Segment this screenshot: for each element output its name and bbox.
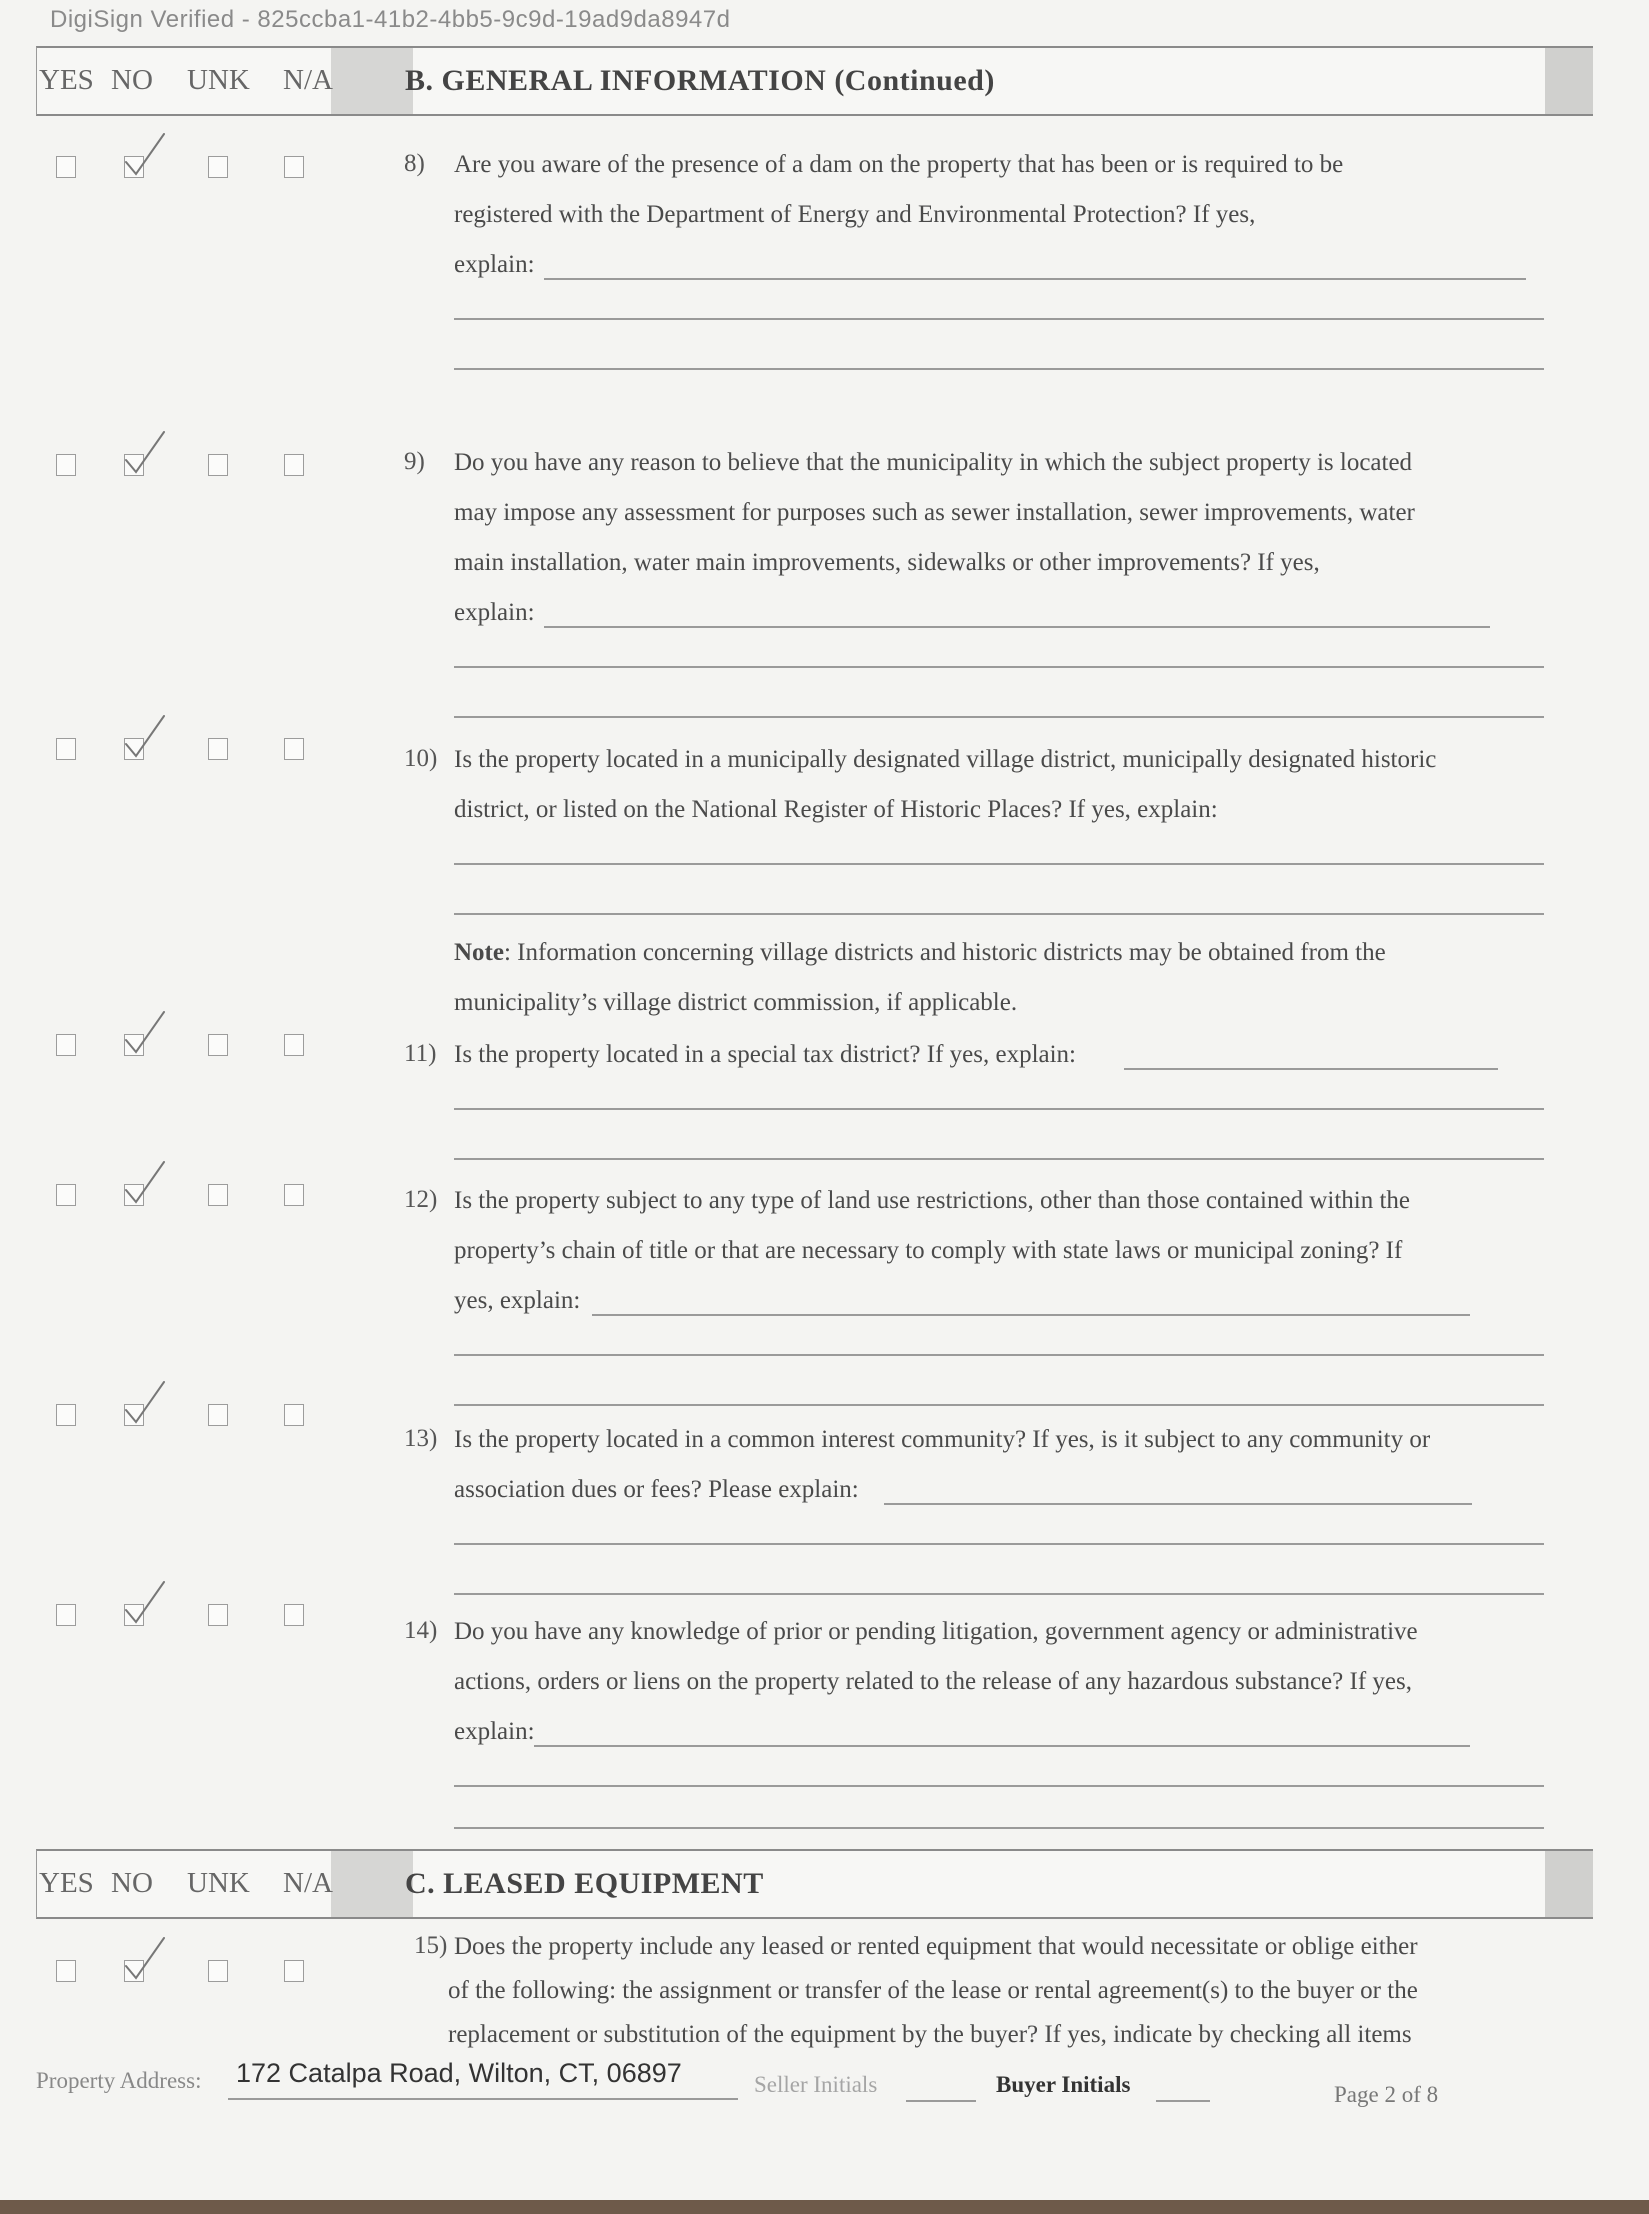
question-text-line: Is the property located in a common interest community? If yes, is it subject to any community or xyxy=(454,1426,1431,1453)
question-number: 15) xyxy=(414,1932,448,1959)
note-label: Note xyxy=(454,939,504,966)
checkbox-unk[interactable] xyxy=(208,1960,228,1982)
check-mark-icon xyxy=(122,130,168,176)
buyer-initials-label: Buyer Initials xyxy=(996,2072,1131,2097)
explain-field[interactable] xyxy=(592,1314,1470,1316)
question-text-line: main installation, water main improvements, sidewalks or other improvements? If yes, xyxy=(454,549,1320,576)
checkbox-unk[interactable] xyxy=(208,1034,228,1056)
question-text-line: Do you have any knowledge of prior or pending litigation, government agency or administrative xyxy=(454,1618,1418,1645)
question-text-line: explain: xyxy=(454,599,535,626)
check-mark-icon xyxy=(122,428,168,474)
checkbox-na[interactable] xyxy=(284,1960,304,1982)
answer-column-headers xyxy=(37,64,367,97)
question-text-line: association dues or fees? Please explain: xyxy=(454,1476,859,1503)
digisign-verification: DigiSign Verified - 825ccba1-41b2-4bb5-9c9d-19ad9da8947d xyxy=(50,6,731,33)
question-number: 10) xyxy=(404,745,438,772)
question-number: 8) xyxy=(404,150,425,177)
checkbox-yes[interactable] xyxy=(56,1184,76,1206)
explain-line[interactable] xyxy=(454,1543,1544,1545)
col-no: NO xyxy=(111,1867,153,1899)
question-text-line: district, or listed on the National Register of Historic Places? If yes, explain: xyxy=(454,796,1218,823)
checkbox-na[interactable] xyxy=(284,1184,304,1206)
question-text-line: Is the property located in a special tax district? If yes, explain: xyxy=(454,1041,1076,1068)
check-mark-icon xyxy=(122,1578,168,1624)
section-c-header xyxy=(36,1849,1593,1919)
section-c-title: C. LEASED EQUIPMENT xyxy=(405,1867,764,1900)
page-bottom-edge xyxy=(0,2200,1649,2214)
question-text-line: Are you aware of the presence of a dam on the property that has been or is required to be xyxy=(454,151,1344,178)
question-text-line: Do you have any reason to believe that the municipality in which the subject property is located xyxy=(454,449,1413,476)
buyer-initials-field[interactable] xyxy=(1156,2100,1210,2102)
question-text-line: of the following: the assignment or transfer of the lease or rental agreement(s) to the buyer or the xyxy=(448,1977,1418,2004)
question-text-line: property’s chain of title or that are necessary to comply with state laws or municipal zoning? If xyxy=(454,1237,1403,1264)
question-text-line: Does the property include any leased or rented equipment that would necessitate or oblige either xyxy=(454,1933,1418,1960)
checkbox-yes[interactable] xyxy=(56,738,76,760)
question-number: 12) xyxy=(404,1186,438,1213)
col-unk: UNK xyxy=(187,1867,250,1899)
property-address[interactable]: 172 Catalpa Road, Wilton, CT, 06897 xyxy=(236,2058,682,2088)
section-b-header xyxy=(36,46,1593,116)
check-mark-icon xyxy=(122,1158,168,1204)
question-text-line: replacement or substitution of the equipment by the buyer? If yes, indicate by checking all items xyxy=(448,2021,1412,2048)
explain-line[interactable] xyxy=(454,863,1544,865)
address-underline xyxy=(228,2098,738,2100)
question-number: 14) xyxy=(404,1617,438,1644)
col-na: N/A xyxy=(283,64,333,96)
col-na: N/A xyxy=(283,1867,333,1899)
checkbox-na[interactable] xyxy=(284,1034,304,1056)
question-text-line: explain: xyxy=(454,251,535,278)
checkbox-yes[interactable] xyxy=(56,156,76,178)
col-yes: YES xyxy=(39,64,94,96)
explain-line[interactable] xyxy=(454,1354,1544,1356)
explain-field[interactable] xyxy=(534,1745,1470,1747)
checkbox-na[interactable] xyxy=(284,1404,304,1426)
note-text: : Information concerning village districts and historic districts may be obtained from the xyxy=(503,939,1386,966)
checkbox-unk[interactable] xyxy=(208,1404,228,1426)
checkbox-yes[interactable] xyxy=(56,1604,76,1626)
question-text-line: Is the property subject to any type of land use restrictions, other than those contained within the xyxy=(454,1187,1411,1214)
explain-field[interactable] xyxy=(1124,1068,1498,1070)
page-number: Page 2 of 8 xyxy=(1334,2082,1439,2107)
explain-line[interactable] xyxy=(454,1785,1544,1787)
checkbox-unk[interactable] xyxy=(208,1604,228,1626)
answer-column-headers xyxy=(37,1867,367,1900)
question-text-line: may impose any assessment for purposes such as sewer installation, sewer improvements, water xyxy=(454,499,1415,526)
question-text-line: registered with the Department of Energy and Environmental Protection? If yes, xyxy=(454,201,1256,228)
explain-field[interactable] xyxy=(544,626,1490,628)
explain-line[interactable] xyxy=(454,1827,1544,1829)
checkbox-unk[interactable] xyxy=(208,156,228,178)
header-shade-right xyxy=(1545,1851,1593,1917)
question-text-line: Is the property located in a municipally designated village district, municipally designated historic xyxy=(454,746,1437,773)
question-number: 9) xyxy=(404,448,425,475)
checkbox-na[interactable] xyxy=(284,738,304,760)
section-b-title: B. GENERAL INFORMATION (Continued) xyxy=(405,64,995,97)
col-unk: UNK xyxy=(187,64,250,96)
note-line-2: municipality’s village district commission, if applicable. xyxy=(454,989,1018,1016)
checkbox-yes[interactable] xyxy=(56,1960,76,1982)
checkbox-yes[interactable] xyxy=(56,1404,76,1426)
explain-field[interactable] xyxy=(544,278,1526,280)
explain-field[interactable] xyxy=(884,1503,1472,1505)
question-text-line: actions, orders or liens on the property related to the release of any hazardous substance? If yes, xyxy=(454,1668,1412,1695)
checkbox-unk[interactable] xyxy=(208,738,228,760)
explain-line[interactable] xyxy=(454,666,1544,668)
check-mark-icon xyxy=(122,1934,168,1980)
checkbox-na[interactable] xyxy=(284,156,304,178)
check-mark-icon xyxy=(122,1008,168,1054)
explain-line[interactable] xyxy=(454,913,1544,915)
checkbox-unk[interactable] xyxy=(208,454,228,476)
checkbox-na[interactable] xyxy=(284,454,304,476)
checkbox-yes[interactable] xyxy=(56,454,76,476)
explain-line[interactable] xyxy=(454,1108,1544,1110)
note xyxy=(454,928,1386,978)
check-mark-icon xyxy=(122,712,168,758)
explain-line[interactable] xyxy=(454,368,1544,370)
question-text-line: yes, explain: xyxy=(454,1287,581,1314)
checkbox-unk[interactable] xyxy=(208,1184,228,1206)
checkbox-na[interactable] xyxy=(284,1604,304,1626)
explain-line[interactable] xyxy=(454,1158,1544,1160)
question-number: 13) xyxy=(404,1425,438,1452)
check-mark-icon xyxy=(122,1378,168,1424)
col-no: NO xyxy=(111,64,153,96)
seller-initials-field[interactable] xyxy=(906,2100,976,2102)
property-address-label: Property Address: xyxy=(36,2068,202,2093)
question-number: 11) xyxy=(404,1040,437,1067)
seller-initials-label: Seller Initials xyxy=(754,2072,878,2097)
question-text-line: explain: xyxy=(454,1718,535,1745)
col-yes: YES xyxy=(39,1867,94,1899)
explain-line[interactable] xyxy=(454,1593,1544,1595)
explain-line[interactable] xyxy=(454,716,1544,718)
checkbox-yes[interactable] xyxy=(56,1034,76,1056)
explain-line[interactable] xyxy=(454,318,1544,320)
header-shade-right xyxy=(1545,48,1593,114)
explain-line[interactable] xyxy=(454,1404,1544,1406)
